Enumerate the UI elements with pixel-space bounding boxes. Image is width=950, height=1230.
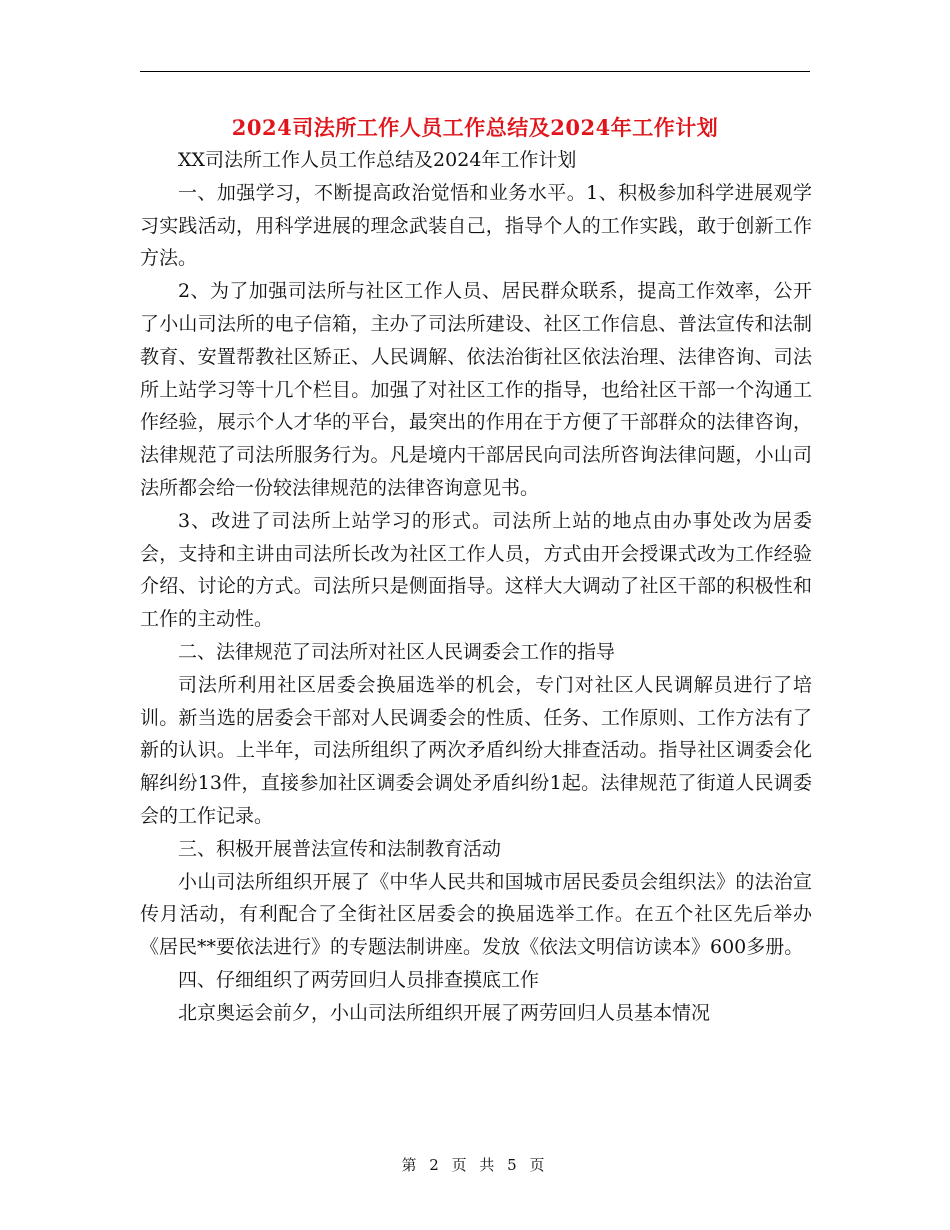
body-paragraph: 3、改进了司法所上站学习的形式。司法所上站的地点由办事处改为居委会，支持和主讲由司法所长改为社区工作人员，方式由开会授课式改为工作经验介绍、讨论的方式。司法所只是侧面指导。这样大大调动了社区干部的积极性和工作的主动性。	[140, 509, 812, 631]
section-heading: 二、法律规范了司法所对社区人民调委会工作的指导	[178, 640, 616, 663]
header-rule	[140, 71, 810, 72]
document-body	[140, 144, 812, 1030]
body-paragraph: 北京奥运会前夕，小山司法所组织开展了两劳回归人员基本情况	[178, 1001, 711, 1024]
document-title: 2024司法所工作人员工作总结及2024年工作计划	[231, 115, 719, 140]
body-paragraph: 小山司法所组织开展了《中华人民共和国城市居民委员会组织法》的法治宣传月活动，有利配合了全街社区居委会的换届选举工作。在五个社区先后举办《居民**要依法进行》的专题法制讲座。发放《依法文明信访读本》600多册。	[140, 870, 812, 959]
body-paragraph: 一、加强学习，不断提高政治觉悟和业务水平。1、积极参加科学进展观学习实践活动，用科学进展的理念武装自己，指导个人的工作实践，敢于创新工作方法。	[140, 181, 812, 270]
section-heading: 三、积极开展普法宣传和法制教育活动	[178, 837, 502, 860]
page-number: 第 2 页 共 5 页	[401, 1156, 549, 1174]
body-paragraph: 司法所利用社区居委会换届选举的机会，专门对社区人民调解员进行了培训。新当选的居委会干部对人民调委会的性质、任务、工作原则、工作方法有了新的认识。上半年，司法所组织了两次矛盾纠纷大排查活动。指导社区调委会化解纠纷13件，直接参加社区调委会调处矛盾纠纷1起。法律规范了街道人民调委会的工作记录。	[140, 673, 812, 827]
body-paragraph: 2、为了加强司法所与社区工作人员、居民群众联系，提高工作效率，公开了小山司法所的电子信箱，主办了司法所建设、社区工作信息、普法宣传和法制教育、安置帮教社区矫正、人民调解、依法治街社区依法治理、法律咨询、司法所上站学习等十几个栏目。加强了对社区工作的指导，也给社区干部一个沟通工作经验，展示个人才华的平台，最突出的作用在于方便了干部群众的法律咨询，法律规范了司法所服务行为。凡是境内干部居民向司法所咨询法律问题，小山司法所都会给一份较法律规范的法律咨询意见书。	[140, 280, 812, 499]
subtitle-paragraph: XX司法所工作人员工作总结及2024年工作计划	[178, 149, 577, 171]
section-heading: 四、仔细组织了两劳回归人员排查摸底工作	[178, 968, 540, 991]
